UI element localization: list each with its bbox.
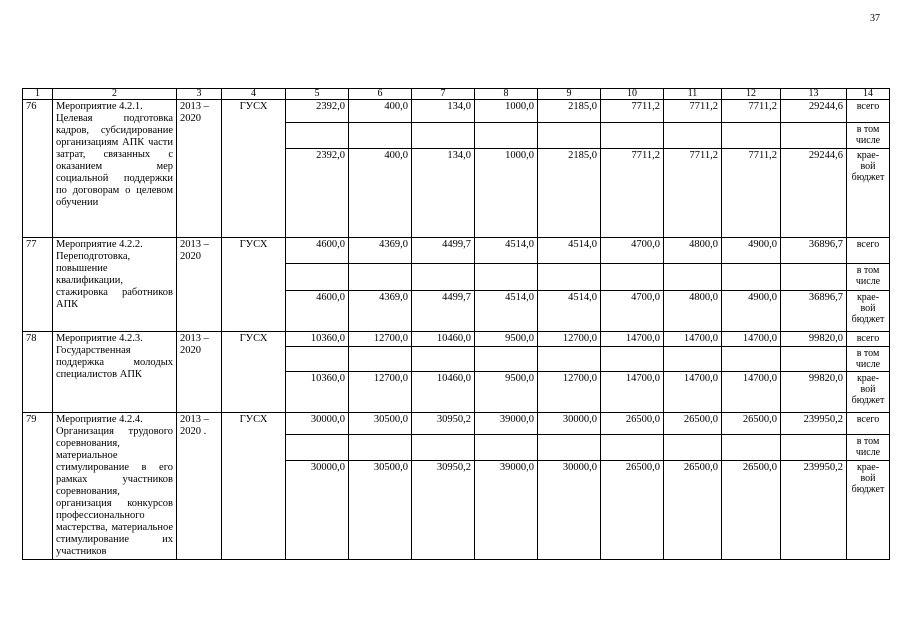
total-value-cell: 30950,2	[412, 413, 475, 435]
regional-value-cell: 26500,0	[722, 461, 781, 560]
empty-cell	[412, 347, 475, 372]
column-header: 9	[538, 89, 601, 100]
regional-value-cell: 14700,0	[664, 372, 722, 413]
regional-value-cell: 30000,0	[286, 461, 349, 560]
regional-value-cell: 7711,2	[722, 149, 781, 238]
total-value-cell: 30500,0	[349, 413, 412, 435]
total-value-cell: 4600,0	[286, 238, 349, 264]
empty-cell	[781, 123, 847, 149]
table-row	[23, 238, 890, 264]
total-value-cell: 99820,0	[781, 332, 847, 347]
funding-source-regional: крае- вой бюджет	[847, 461, 890, 560]
regional-value-cell: 39000,0	[475, 461, 538, 560]
regional-value-cell: 4800,0	[664, 291, 722, 332]
regional-value-cell: 1000,0	[475, 149, 538, 238]
empty-cell	[781, 435, 847, 461]
empty-cell	[601, 347, 664, 372]
regional-value-cell: 4499,7	[412, 291, 475, 332]
empty-cell	[601, 264, 664, 291]
funding-source-including: в том числе	[847, 435, 890, 461]
column-header: 6	[349, 89, 412, 100]
column-header: 5	[286, 89, 349, 100]
row-number: 78	[23, 332, 53, 413]
empty-cell	[664, 123, 722, 149]
total-value-cell: 14700,0	[664, 332, 722, 347]
activity-description: Мероприятие 4.2.4. Организация трудового соревнования, материальное стимулирование в его рамках участников соревнования, организация конкурсов профессионального мастерства, материальное стимулирование их участников	[53, 413, 177, 560]
empty-cell	[601, 123, 664, 149]
funding-source-total: всего	[847, 238, 890, 264]
table-row	[23, 100, 890, 123]
empty-cell	[781, 347, 847, 372]
column-header: 11	[664, 89, 722, 100]
regional-value-cell: 99820,0	[781, 372, 847, 413]
total-value-cell: 4499,7	[412, 238, 475, 264]
table-row	[23, 413, 890, 435]
total-value-cell: 26500,0	[722, 413, 781, 435]
empty-cell	[664, 264, 722, 291]
regional-value-cell: 26500,0	[664, 461, 722, 560]
regional-value-cell: 10360,0	[286, 372, 349, 413]
budget-table	[22, 88, 890, 560]
regional-value-cell: 30950,2	[412, 461, 475, 560]
total-value-cell: 14700,0	[601, 332, 664, 347]
column-header: 14	[847, 89, 890, 100]
empty-cell	[664, 347, 722, 372]
empty-cell	[286, 264, 349, 291]
total-value-cell: 1000,0	[475, 100, 538, 123]
total-value-cell: 12700,0	[349, 332, 412, 347]
empty-cell	[286, 435, 349, 461]
row-number: 76	[23, 100, 53, 238]
empty-cell	[475, 435, 538, 461]
activity-description: Мероприятие 4.2.2. Переподготовка, повышение квалификации, стажировка работников АПК	[53, 238, 177, 332]
empty-cell	[538, 347, 601, 372]
total-value-cell: 4800,0	[664, 238, 722, 264]
total-value-cell: 30000,0	[286, 413, 349, 435]
empty-cell	[349, 347, 412, 372]
regional-value-cell: 239950,2	[781, 461, 847, 560]
total-value-cell: 36896,7	[781, 238, 847, 264]
regional-value-cell: 7711,2	[664, 149, 722, 238]
empty-cell	[601, 435, 664, 461]
total-value-cell: 4514,0	[538, 238, 601, 264]
empty-cell	[286, 347, 349, 372]
regional-value-cell: 7711,2	[601, 149, 664, 238]
column-header: 12	[722, 89, 781, 100]
regional-value-cell: 4369,0	[349, 291, 412, 332]
empty-cell	[538, 435, 601, 461]
regional-value-cell: 30000,0	[538, 461, 601, 560]
empty-cell	[781, 264, 847, 291]
column-header: 7	[412, 89, 475, 100]
funding-source-regional: крае- вой бюджет	[847, 149, 890, 238]
column-header: 13	[781, 89, 847, 100]
total-value-cell: 26500,0	[601, 413, 664, 435]
row-number: 79	[23, 413, 53, 560]
total-value-cell: 7711,2	[664, 100, 722, 123]
total-value-cell: 2185,0	[538, 100, 601, 123]
funding-source-regional: крае- вой бюджет	[847, 291, 890, 332]
funding-source-including: в том числе	[847, 123, 890, 149]
empty-cell	[722, 347, 781, 372]
empty-cell	[475, 123, 538, 149]
funding-source-total: всего	[847, 413, 890, 435]
period-cell: 2013 – 2020	[177, 238, 222, 332]
total-value-cell: 10360,0	[286, 332, 349, 347]
regional-value-cell: 26500,0	[601, 461, 664, 560]
total-value-cell: 400,0	[349, 100, 412, 123]
total-value-cell: 4369,0	[349, 238, 412, 264]
empty-cell	[349, 264, 412, 291]
total-value-cell: 2392,0	[286, 100, 349, 123]
total-value-cell: 4700,0	[601, 238, 664, 264]
empty-cell	[664, 435, 722, 461]
empty-cell	[475, 347, 538, 372]
regional-value-cell: 30500,0	[349, 461, 412, 560]
regional-value-cell: 29244,6	[781, 149, 847, 238]
column-header: 10	[601, 89, 664, 100]
total-value-cell: 29244,6	[781, 100, 847, 123]
executor-cell: ГУСХ	[222, 238, 286, 332]
total-value-cell: 9500,0	[475, 332, 538, 347]
column-header: 2	[53, 89, 177, 100]
total-value-cell: 134,0	[412, 100, 475, 123]
total-value-cell: 39000,0	[475, 413, 538, 435]
regional-value-cell: 4514,0	[538, 291, 601, 332]
executor-cell: ГУСХ	[222, 413, 286, 560]
column-header: 1	[23, 89, 53, 100]
regional-value-cell: 12700,0	[538, 372, 601, 413]
regional-value-cell: 10460,0	[412, 372, 475, 413]
period-cell: 2013 – 2020	[177, 332, 222, 413]
activity-description: Мероприятие 4.2.3. Государственная поддержка молодых специалистов АПК	[53, 332, 177, 413]
regional-value-cell: 4514,0	[475, 291, 538, 332]
empty-cell	[722, 123, 781, 149]
period-cell: 2013 – 2020	[177, 100, 222, 238]
total-value-cell: 239950,2	[781, 413, 847, 435]
empty-cell	[722, 264, 781, 291]
column-header: 3	[177, 89, 222, 100]
executor-cell: ГУСХ	[222, 100, 286, 238]
column-header: 4	[222, 89, 286, 100]
regional-value-cell: 4600,0	[286, 291, 349, 332]
total-value-cell: 4514,0	[475, 238, 538, 264]
regional-value-cell: 2185,0	[538, 149, 601, 238]
total-value-cell: 4900,0	[722, 238, 781, 264]
empty-cell	[412, 264, 475, 291]
empty-cell	[349, 435, 412, 461]
regional-value-cell: 134,0	[412, 149, 475, 238]
regional-value-cell: 4900,0	[722, 291, 781, 332]
total-value-cell: 12700,0	[538, 332, 601, 347]
empty-cell	[538, 123, 601, 149]
total-value-cell: 7711,2	[722, 100, 781, 123]
regional-value-cell: 36896,7	[781, 291, 847, 332]
empty-cell	[475, 264, 538, 291]
empty-cell	[412, 123, 475, 149]
total-value-cell: 26500,0	[664, 413, 722, 435]
period-cell: 2013 – 2020 .	[177, 413, 222, 560]
regional-value-cell: 14700,0	[722, 372, 781, 413]
regional-value-cell: 9500,0	[475, 372, 538, 413]
total-value-cell: 14700,0	[722, 332, 781, 347]
empty-cell	[349, 123, 412, 149]
regional-value-cell: 14700,0	[601, 372, 664, 413]
executor-cell: ГУСХ	[222, 332, 286, 413]
page-number: 37	[870, 13, 880, 24]
empty-cell	[286, 123, 349, 149]
empty-cell	[412, 435, 475, 461]
total-value-cell: 10460,0	[412, 332, 475, 347]
funding-source-including: в том числе	[847, 264, 890, 291]
funding-source-total: всего	[847, 100, 890, 123]
empty-cell	[538, 264, 601, 291]
regional-value-cell: 2392,0	[286, 149, 349, 238]
column-number-row	[23, 89, 890, 100]
empty-cell	[722, 435, 781, 461]
funding-source-total: всего	[847, 332, 890, 347]
total-value-cell: 30000,0	[538, 413, 601, 435]
regional-value-cell: 400,0	[349, 149, 412, 238]
funding-source-regional: крае- вой бюджет	[847, 372, 890, 413]
column-header: 8	[475, 89, 538, 100]
regional-value-cell: 12700,0	[349, 372, 412, 413]
table-row	[23, 332, 890, 347]
activity-description: Мероприятие 4.2.1. Целевая подготовка кадров, субсидирование организациям АПК части затрат, связанных с оказанием мер социальной поддержки по договорам о целевом обучении	[53, 100, 177, 238]
funding-source-including: в том числе	[847, 347, 890, 372]
row-number: 77	[23, 238, 53, 332]
regional-value-cell: 4700,0	[601, 291, 664, 332]
total-value-cell: 7711,2	[601, 100, 664, 123]
